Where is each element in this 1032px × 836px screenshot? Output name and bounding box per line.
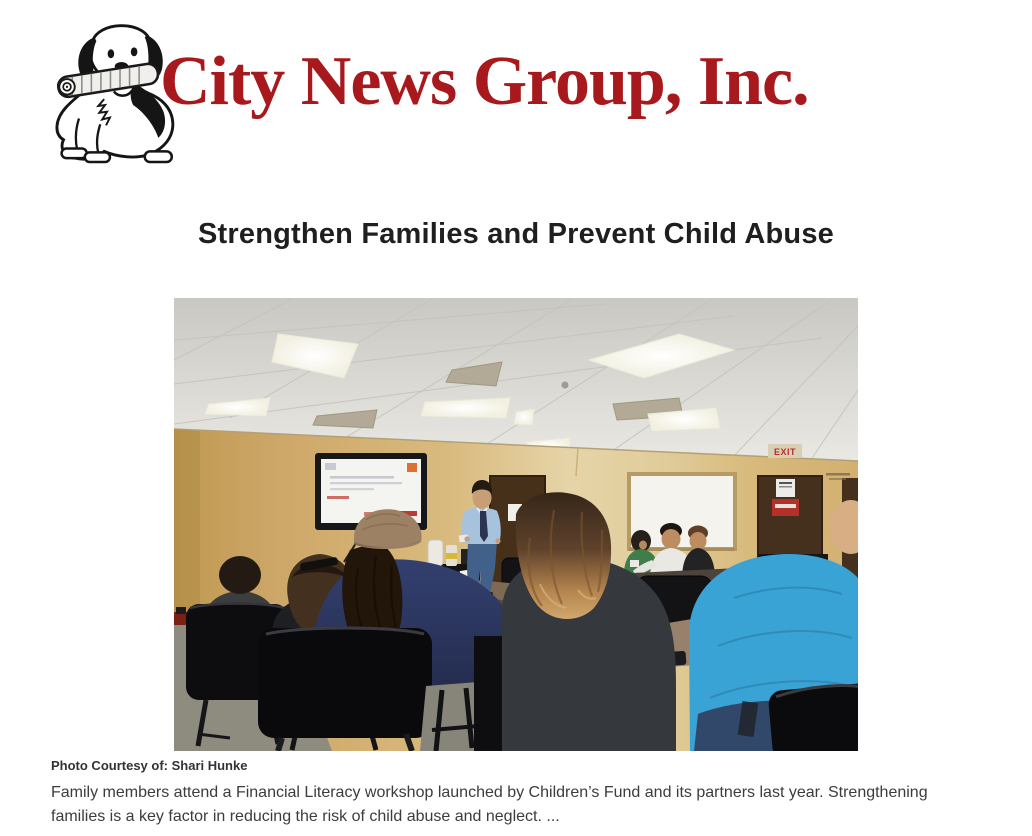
photo-credit: Photo Courtesy of: Shari Hunke bbox=[51, 758, 248, 773]
svg-text:EXIT: EXIT bbox=[773, 447, 797, 457]
exit-sign bbox=[768, 444, 802, 458]
article-body: Family members attend a Financial Literacy workshop launched by Children’s Fund and its partners last year. Strengthening families is a key factor in reducing the risk of child abuse and neglect. ... bbox=[51, 784, 928, 825]
site-logo[interactable] bbox=[0, 0, 1032, 182]
workshop-photo-illustration bbox=[174, 298, 858, 751]
smoke-detector bbox=[562, 382, 569, 389]
article-headline: Strengthen Families and Prevent Child Abuse bbox=[198, 218, 834, 250]
article-photo bbox=[174, 298, 858, 751]
masthead bbox=[0, 0, 1032, 182]
logo-text: City News Group, Inc. bbox=[160, 43, 809, 120]
article bbox=[0, 218, 1032, 829]
